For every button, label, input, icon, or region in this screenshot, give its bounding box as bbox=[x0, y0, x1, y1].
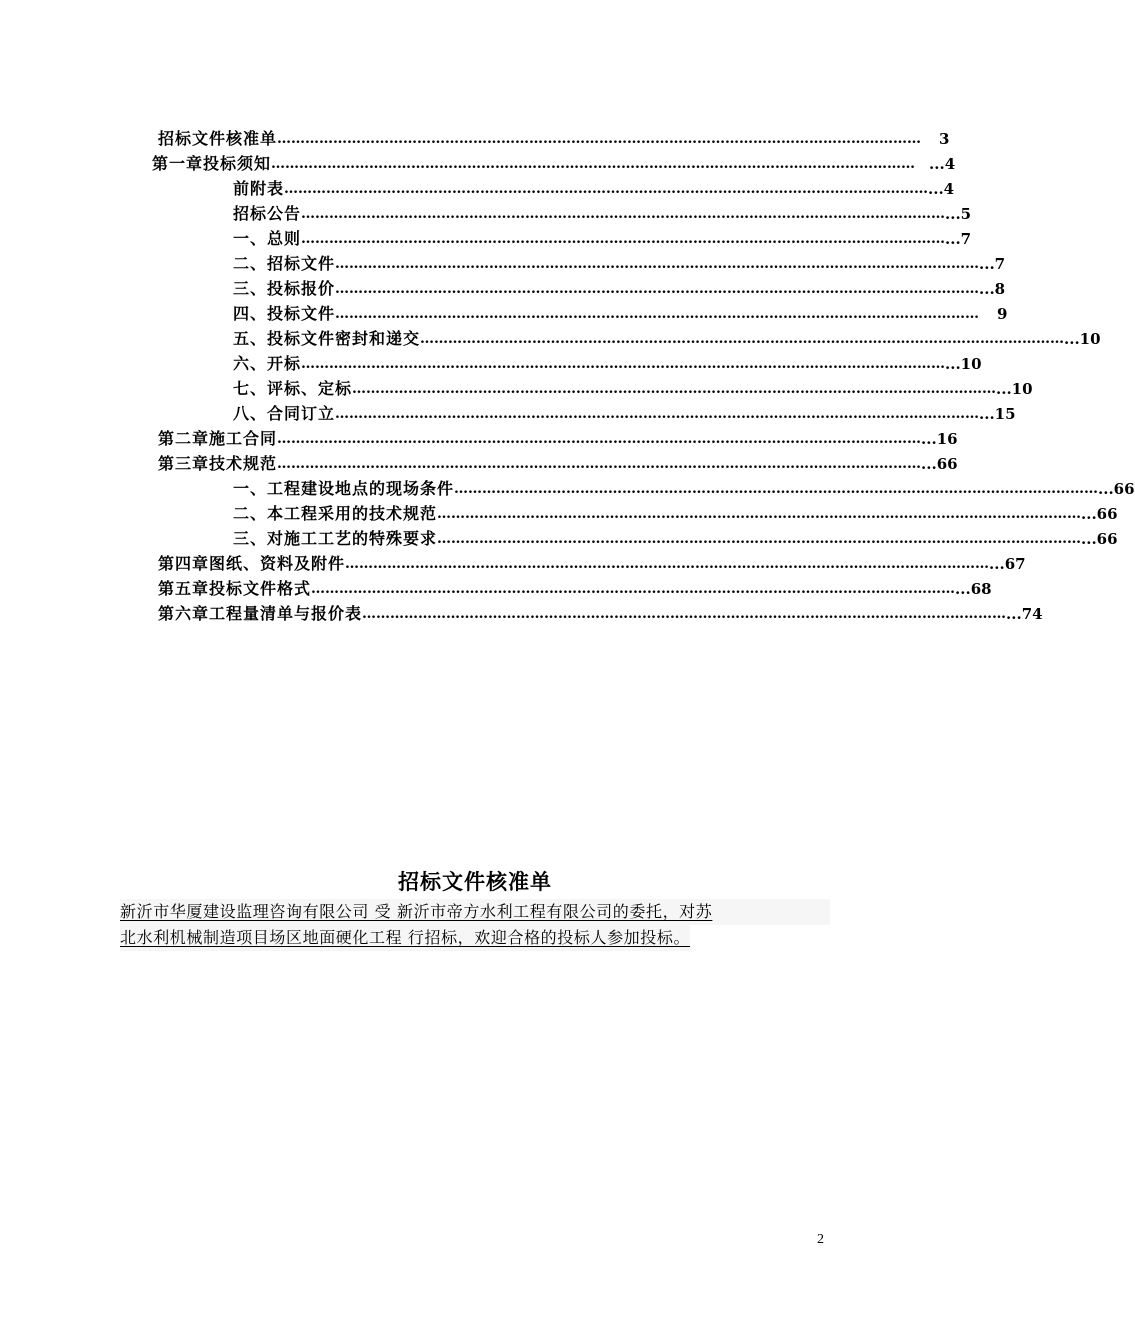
toc-entry bbox=[233, 349, 982, 374]
toc-entry-title: 五、投标文件密封和递交 bbox=[233, 329, 421, 348]
toc-entry-title: 一、总则 bbox=[233, 229, 302, 248]
toc-entry bbox=[158, 599, 1043, 624]
toc-entry bbox=[152, 149, 956, 174]
toc-chapter-label: 第三章 bbox=[158, 454, 210, 473]
toc-page-number: ...10 bbox=[945, 355, 982, 373]
toc-entry bbox=[233, 524, 1118, 549]
approval-line-2: 北水利机械制造项目场区地面硬化工程 行招标，欢迎合格的投标人参加投标。 bbox=[120, 925, 690, 951]
approval-title: 招标文件核准单 bbox=[398, 869, 552, 894]
toc-page-number: ...10 bbox=[996, 380, 1033, 398]
toc-entry bbox=[233, 324, 1101, 349]
toc-entry-title: 三、投标报价 bbox=[233, 279, 336, 298]
toc-page-number: ...66 bbox=[1081, 505, 1118, 523]
toc-leader-dots: ………………………………………………………………………………………………………………………… bbox=[352, 381, 997, 397]
toc-leader-dots: ………………………………………………………………………………………………………………………… bbox=[362, 606, 1007, 622]
toc-page-number: ...4 bbox=[929, 155, 956, 173]
toc-entry-title: 四、投标文件 bbox=[233, 304, 336, 323]
toc-entry-title: 投标文件格式 bbox=[209, 579, 312, 598]
toc-entry-title: 招标公告 bbox=[233, 204, 302, 223]
toc-entry-title: 一、工程建设地点的现场条件 bbox=[233, 479, 455, 498]
toc-page-number: ...7 bbox=[945, 230, 972, 248]
toc-entry bbox=[233, 249, 1006, 274]
toc-entry-title: 图纸、资料及附件 bbox=[209, 554, 346, 573]
toc-entry-title: 二、本工程采用的技术规范 bbox=[233, 504, 438, 523]
toc-leader-dots: ………………………………………………………………………………………………………………………… bbox=[437, 531, 1082, 547]
toc-leader-dots: ………………………………………………………………………………………………………………………… bbox=[301, 356, 946, 372]
toc-page-number: ...68 bbox=[955, 580, 992, 598]
toc-leader-dots: ………………………………………………………………………………………………………………………… bbox=[335, 281, 980, 297]
toc-leader-dots: ………………………………………………………………………………………………………………………… bbox=[277, 456, 922, 472]
toc-page-number: ...15 bbox=[979, 405, 1016, 423]
toc-entry-title: 前附表 bbox=[233, 179, 285, 198]
toc-leader-dots: ………………………………………………………………………………………………………………………… bbox=[277, 431, 922, 447]
toc-page-number: ...67 bbox=[989, 555, 1026, 573]
toc-page-number: ...10 bbox=[1064, 330, 1101, 348]
toc-entry-title: 八、合同订立 bbox=[233, 404, 336, 423]
toc-entry bbox=[158, 574, 992, 599]
approval-paragraph bbox=[120, 899, 830, 951]
toc-chapter-label: 第一章 bbox=[152, 154, 204, 173]
approval-line-1: 新沂市华厦建设监理咨询有限公司 受 新沂市帝方水利工程有限公司的委托，对苏 bbox=[120, 899, 830, 925]
toc-page-number: ...7 bbox=[979, 255, 1006, 273]
toc-entry bbox=[233, 174, 955, 199]
toc-leader-dots: ………………………………………………………………………………………………………………………… bbox=[345, 556, 990, 572]
toc-entry-title: 二、招标文件 bbox=[233, 254, 336, 273]
toc-entry-title: 技术规范 bbox=[209, 454, 278, 473]
toc-entry-title: 六、开标 bbox=[233, 354, 302, 373]
toc-chapter-label: 第四章 bbox=[158, 554, 210, 573]
toc-page-number: ...4 bbox=[928, 180, 955, 198]
toc-entry bbox=[233, 199, 972, 224]
toc-page-number: ...8 bbox=[979, 280, 1006, 298]
toc-entry bbox=[233, 499, 1118, 524]
toc-leader-dots: ………………………………………………………………………………………………………………………… bbox=[301, 231, 946, 247]
toc-leader-dots: ………………………………………………………………………………………………………………………… bbox=[277, 131, 922, 147]
toc-page-number: 9 bbox=[997, 305, 1008, 323]
toc-leader-dots: ………………………………………………………………………………………………………………………… bbox=[454, 481, 1099, 497]
toc-leader-dots: ………………………………………………………………………………………………………………………… bbox=[420, 331, 1065, 347]
toc-leader-dots: ………………………………………………………………………………………………………………………… bbox=[335, 306, 980, 322]
toc-leader-dots: ………………………………………………………………………………………………………………………… bbox=[437, 506, 1082, 522]
toc-leader-dots: ………………………………………………………………………………………………………………………… bbox=[284, 181, 929, 197]
toc-page-number: ...66 bbox=[1081, 530, 1118, 548]
toc-page-number: 3 bbox=[939, 130, 950, 148]
toc-leader-dots: ………………………………………………………………………………………………………………………… bbox=[301, 206, 946, 222]
toc-page-number: ...74 bbox=[1006, 605, 1043, 623]
toc-leader-dots: ………………………………………………………………………………………………………………………… bbox=[271, 156, 916, 172]
toc-entry bbox=[158, 424, 958, 449]
toc-entry bbox=[233, 374, 1033, 399]
toc-entry bbox=[233, 299, 1008, 324]
toc-page-number: ...66 bbox=[1098, 480, 1135, 498]
toc-entry bbox=[158, 449, 958, 474]
toc-chapter-label: 第二章 bbox=[158, 429, 210, 448]
toc-entry-title: 七、评标、定标 bbox=[233, 379, 353, 398]
toc-entry bbox=[158, 549, 1026, 574]
toc-chapter-label: 第五章 bbox=[158, 579, 210, 598]
toc-entry bbox=[233, 399, 1016, 424]
toc-entry-title: 工程量清单与报价表 bbox=[209, 604, 363, 623]
toc-entry bbox=[233, 474, 1135, 499]
toc-leader-dots: ………………………………………………………………………………………………………………………… bbox=[335, 406, 980, 422]
toc-page-number: ...66 bbox=[921, 455, 958, 473]
toc-leader-dots: ………………………………………………………………………………………………………………………… bbox=[335, 256, 980, 272]
toc-entry bbox=[233, 224, 972, 249]
toc-entry bbox=[233, 274, 1006, 299]
toc-entry-title: 招标文件核准单 bbox=[158, 129, 278, 148]
toc-entry-title: 施工合同 bbox=[209, 429, 278, 448]
toc-page-number: ...5 bbox=[945, 205, 972, 223]
page-number: 2 bbox=[817, 1232, 824, 1247]
toc-page-number: ...16 bbox=[921, 430, 958, 448]
toc-leader-dots: ………………………………………………………………………………………………………………………… bbox=[311, 581, 956, 597]
toc-entry bbox=[158, 124, 950, 149]
toc-entry-title: 三、对施工工艺的特殊要求 bbox=[233, 529, 438, 548]
toc-entry-title: 投标须知 bbox=[203, 154, 272, 173]
toc-chapter-label: 第六章 bbox=[158, 604, 210, 623]
